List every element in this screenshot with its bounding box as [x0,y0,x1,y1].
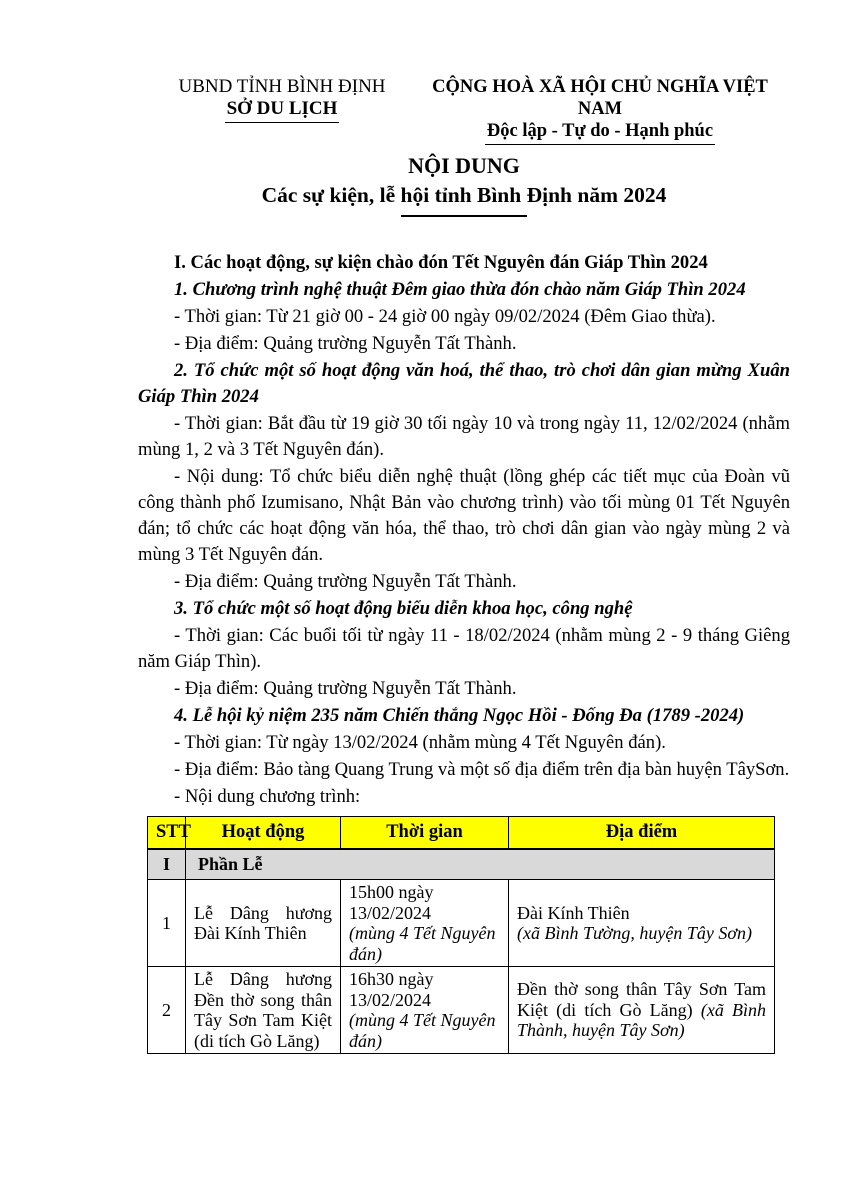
row-number: 2 [148,967,186,1054]
paragraph: - Thời gian: Từ ngày 13/02/2024 (nhằm mùng 4 Tết Nguyên đán). [174,732,666,753]
paragraph: - Nội dung: Tổ chức biểu diễn nghệ thuật (lồng ghép các tiết mục của Đoàn vũ công thành phố Izumisano, Nhật Bản vào chương trình) vào tối mùng 01 Tết Nguyên đán; tổ chức các hoạt động văn hóa, thể thao, trò chơi dân gian vào ngày mùng 2 và mùng 3 Tết Nguyên đán. [138,466,790,565]
national-title: CỘNG HOÀ XÃ HỘI CHỦ NGHĨA VIỆT NAM [432,77,768,119]
table-section-row [148,849,775,880]
place-cell: Đài Kính Thiên (xã Bình Tường, huyện Tây Sơn) [509,880,775,967]
column-header-activity: Hoạt động [186,817,341,850]
paragraph: - Nội dung chương trình: [174,786,361,807]
table-header-row [148,817,775,850]
paragraph: 3. Tổ chức một số hoạt động biểu diễn khoa học, công nghệ [174,598,633,619]
paragraph: 1. Chương trình nghệ thuật Đêm giao thừa đón chào năm Giáp Thìn 2024 [174,279,746,300]
org-name: SỞ DU LỊCH [132,98,432,123]
section-number: I [148,849,186,880]
paragraph: - Địa điểm: Quảng trường Nguyễn Tất Thành. [174,678,517,699]
events-table [147,816,775,1054]
document-body [138,250,790,810]
org-parent-name: UBND TỈNH BÌNH ĐỊNH [178,76,386,97]
letterhead-issuing-org [132,76,432,123]
activity-cell: Lễ Dâng hương Đền thờ song thân Tây Sơn Tam Kiệt (di tích Gò Lăng) [186,967,341,1054]
paragraph: I. Các hoạt động, sự kiện chào đón Tết Nguyên đán Giáp Thìn 2024 [174,252,708,273]
paragraph: - Thời gian: Từ 21 giờ 00 - 24 giờ 00 ngày 09/02/2024 (Đêm Giao thừa). [174,306,716,327]
document-subtitle: Các sự kiện, lễ hội tỉnh Bình Định năm 2024 [261,183,667,207]
paragraph: - Thời gian: Bắt đầu từ 19 giờ 30 tối ngày 10 và trong ngày 11, 12/02/2024 (nhằm mùng 1, 2 và 3 Tết Nguyên đán). [138,413,790,460]
paragraph: - Địa điểm: Quảng trường Nguyễn Tất Thành. [174,333,517,354]
document-content [138,152,790,1054]
column-header-place: Địa điểm [509,817,775,850]
paragraph: 4. Lễ hội kỷ niệm 235 năm Chiến thắng Ngọc Hồi - Đống Đa (1789 -2024) [174,705,745,726]
activity-cell: Lễ Dâng hương Đài Kính Thiên [186,880,341,967]
title-divider [401,215,527,217]
letterhead-national-header [414,76,786,145]
table-row [148,967,775,1054]
row-number: 1 [148,880,186,967]
table-row [148,880,775,967]
paragraph: - Địa điểm: Quảng trường Nguyễn Tất Thành. [174,571,517,592]
time-cell: 16h30 ngày 13/02/2024 (mùng 4 Tết Nguyên đán) [341,967,509,1054]
paragraph: - Địa điểm: Bảo tàng Quang Trung và một số địa điểm trên địa bàn huyện TâySơn. [174,759,790,780]
national-motto: Độc lập - Tự do - Hạnh phúc [414,120,786,145]
time-cell: 15h00 ngày 13/02/2024 (mùng 4 Tết Nguyên đán) [341,880,509,967]
column-header-stt: STT [148,817,186,850]
column-header-time: Thời gian [341,817,509,850]
paragraph: 2. Tổ chức một số hoạt động văn hoá, thể thao, trò chơi dân gian mừng Xuân Giáp Thìn 2024 [138,360,790,407]
section-label: Phần Lễ [186,849,775,880]
document-title: NỘI DUNG [408,153,520,178]
place-cell: Đền thờ song thân Tây Sơn Tam Kiệt (di tích Gò Lăng) (xã Bình Thành, huyện Tây Sơn) [509,967,775,1054]
paragraph: - Thời gian: Các buổi tối từ ngày 11 - 18/02/2024 (nhằm mùng 2 - 9 tháng Giêng năm Giáp Thìn). [138,625,790,672]
